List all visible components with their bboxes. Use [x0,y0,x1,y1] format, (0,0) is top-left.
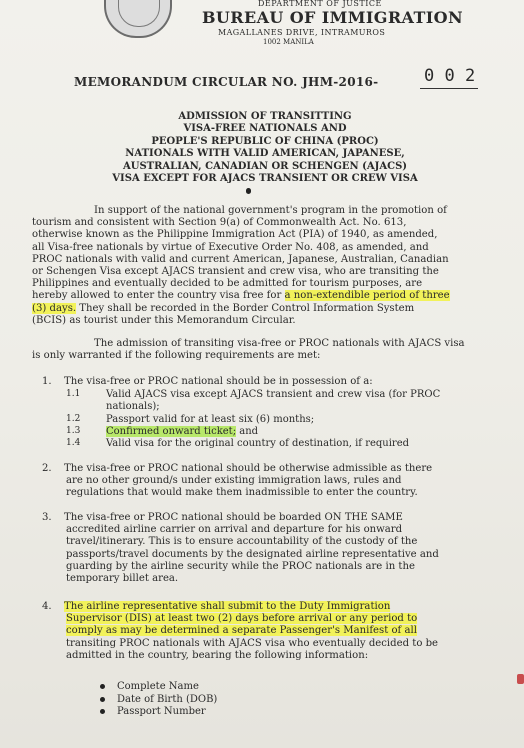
paragraph-line: PROC nationals with valid and current American, Japanese, Australian, Canadian [32,253,449,265]
memo-title: MEMORANDUM CIRCULAR NO. JHM-2016- [74,75,379,89]
department-name: DEPARTMENT OF JUSTICE [258,0,382,8]
requirement-number: 1. [42,376,52,387]
bullet-icon [100,684,105,689]
sub-number: 1.3 [66,426,81,436]
paragraph-text: They shall be recorded in the Border Control Information System [76,302,415,314]
subject-line: VISA-FREE NATIONALS AND [183,123,347,135]
requirement-line [42,601,438,613]
paragraph-line [32,290,450,302]
requirement-line: guarding by the airline security while the PROC nationals are in the [66,560,415,572]
paragraph-line: The admission of transiting visa-free or PROC nationals with AJACS visa [94,338,465,349]
paragraph-line: In support of the national government's program in the promotion of [94,205,447,216]
memo-number: 0 0 2 [424,66,476,86]
bureau-seal-icon [104,0,172,38]
paragraph-line: (BCIS) as tourist under this Memorandum Circular. [32,314,296,326]
highlighted-text: Confirmed onward ticket; [106,426,237,437]
highlighted-text: comply as may be determined a separate Passenger's Manifest of all [66,625,417,637]
paragraph-line: Philippines and eventually decided to be admitted for tourism purposes, are [32,278,423,290]
subject-line: NATIONALS WITH VALID AMERICAN, JAPANESE, [125,148,405,160]
list-item [100,706,217,719]
requirement-line: accredited airline carrier on arrival and departure for his onward [66,524,403,536]
list-item [100,681,217,694]
bureau-city: 1002 MANILA [263,38,314,46]
paragraph-line: otherwise known as the Philippine Immigration Act (PIA) of 1940, as amended, [32,229,438,241]
requirement-line: transiting PROC nationals with AJACS visa who eventually decided to be [66,637,439,649]
highlighted-text: Supervisor (DIS) at least two (2) days before arrival or any period to [66,613,418,625]
list-item-text: Date of Birth (DOB) [117,693,218,705]
requirement-text: The visa-free or PROC national should be in possession of a: [64,376,373,387]
requirement-text: The visa-free or PROC national should be otherwise admissible as there [64,463,433,474]
sub-text: Valid AJACS visa except AJACS transient and crew visa (for PROC [106,389,441,400]
sub-number: 1.1 [66,389,81,399]
bureau-address: MAGALLANES DRIVE, INTRAMUROS [218,28,386,37]
sub-text-tail: and [236,426,259,437]
subject-line: AUSTRALIAN, CANADIAN OR SCHENGEN (AJACS) [122,160,408,172]
requirement-line: passports/travel documents by the designated airline representative and [66,548,439,560]
paragraph-line: all Visa-free nationals by virtue of Executive Order No. 408, as amended, and [32,241,429,253]
sub-number: 1.4 [66,438,81,448]
list-item [100,694,217,707]
intro-paragraph [32,205,450,327]
requirement-line [42,625,438,637]
paragraph-line [32,303,450,315]
requirement-line: travel/itinerary. This is to ensure accountability of the custody of the [66,536,418,548]
list-item-text: Complete Name [117,681,199,692]
bullet-icon [100,709,105,714]
ink-mark [246,188,251,194]
sub-number: 1.2 [66,414,81,424]
list-item-text: Passport Number [117,706,206,717]
requirement-line [42,613,438,625]
sub-text: nationals); [106,401,160,412]
highlighted-text: The airline representative shall submit to the Duty Immigration [64,601,391,612]
requirement-line: temporary billet area. [66,573,179,585]
manifest-info-list [100,681,217,719]
requirement-line: admitted in the country, bearing the following information: [66,649,369,661]
requirement-3 [42,512,439,585]
sub-text: Valid visa for the original country of destination, if required [106,438,410,449]
highlighted-text: (3) days. [32,302,77,314]
sub-text [106,426,258,437]
requirement-number: 3. [42,512,52,523]
bureau-name: BUREAU OF IMMIGRATION [202,8,464,27]
subject-line: PEOPLE'S REPUBLIC OF CHINA (PROC) [151,135,379,147]
highlighted-text: a non-extendible period of three [284,290,450,302]
requirement-line: regulations that would make them inadmissible to enter the country. [66,487,418,499]
subject-line: ADMISSION OF TRANSITTING [178,111,352,122]
sub-text: Passport valid for at least six (6) months; [106,414,315,425]
paragraph-text: hereby allowed to enter the country visa free for [32,290,285,302]
subject-line: VISA EXCEPT FOR AJACS TRANSIENT OR CREW VISA [112,173,418,185]
paragraph-line: tourism and consistent with Section 9(a) of Commonwealth Act. No. 613, [32,217,407,229]
requirement-2 [42,463,432,500]
paragraph-line: is only warranted if the following requirements are met: [32,350,321,362]
requirement-text: The visa-free or PROC national should be boarded ON THE SAME [64,512,403,523]
requirement-1 [42,376,373,388]
red-mark [517,674,524,684]
requirement-4 [42,601,438,662]
memo-number-underline [420,88,478,89]
requirement-line [42,512,439,524]
requirement-number: 2. [42,463,52,474]
requirement-line: are no other ground/s under existing immigration laws, rules and [66,475,402,487]
requirement-number: 4. [42,601,52,612]
memo-subject [60,111,470,185]
requirement-line [42,463,432,475]
requirements-intro [32,338,465,362]
paragraph-line: or Schengen Visa except AJACS transient and crew visa, who are transiting the [32,266,439,278]
bullet-icon [100,697,105,702]
